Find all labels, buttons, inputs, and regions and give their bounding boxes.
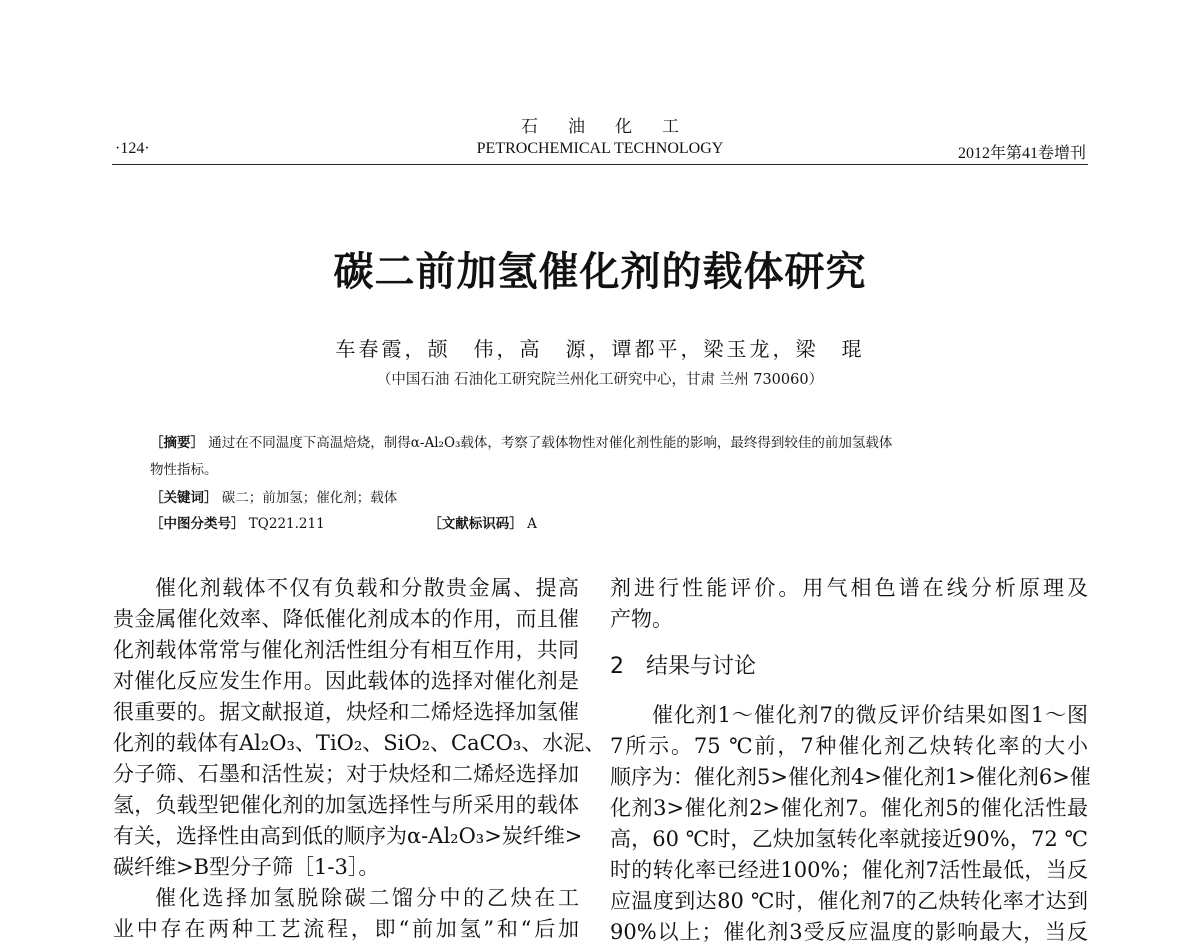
abstract-line xyxy=(150,458,218,478)
body-line: 7所示。75 ℃前，7种催化剂乙炔转化率的大小 xyxy=(610,734,1088,758)
page-number: ·124· xyxy=(115,140,150,157)
body-line: 贵金属催化效率、降低催化剂成本的作用，而且催 xyxy=(113,607,579,631)
clc-label: ［中图分类号］ xyxy=(150,516,245,532)
left-column xyxy=(113,573,606,945)
author-list: 车春霞，颉 伟，高 源，谭都平，梁玉龙，梁 琨 xyxy=(335,337,865,361)
body-line: 高，60 ℃时，乙炔加氢转化率就接近90%，72 ℃ xyxy=(610,827,1088,851)
abstract-label: ［摘要］ xyxy=(150,435,204,451)
body-line: 应温度到达80 ℃时，催化剂7的乙炔转化率才达到 xyxy=(610,889,1088,913)
body-line: 业中存在两种工艺流程，即“前加氢”和“后加 xyxy=(113,917,579,941)
body-line: 催化剂载体不仅有负载和分散贵金属、提高 xyxy=(155,576,579,600)
body-line: 时的转化率已经进100%；催化剂7活性最低，当反 xyxy=(610,858,1088,882)
body-line: 氢，负载型钯催化剂的加氢选择性与所采用的载体 xyxy=(113,793,579,817)
body-line: 催化剂1～催化剂7的微反评价结果如图1～图 xyxy=(652,703,1088,727)
right-column xyxy=(610,573,1091,948)
body-line: 催化选择加氢脱除碳二馏分中的乙炔在工 xyxy=(155,886,579,910)
keywords-label: ［关键词］ xyxy=(150,490,218,506)
abstract-text: 通过在不同温度下高温焙烧，制得α-Al₂O₃载体，考察了载体物性对催化剂性能的影响，最终得到较佳的前加氢载体 xyxy=(208,435,893,451)
affiliation: （中国石油 石油化工研究院兰州化工研究中心，甘肃 兰州 730060） xyxy=(376,372,824,388)
header-rule xyxy=(112,164,1088,165)
section-heading: 2 结果与讨论 xyxy=(610,654,756,679)
body-line: 化剂载体常常与催化剂活性组分有相互作用，共同 xyxy=(113,638,579,662)
doc-code: A xyxy=(527,516,537,532)
journal-name-english: PETROCHEMICAL TECHNOLOGY xyxy=(476,140,724,157)
body-line: 化剂3>催化剂2>催化剂7。催化剂5的催化活性最 xyxy=(610,796,1088,820)
body-line: 有关，选择性由高到低的顺序为α-Al₂O₃>炭纤维> xyxy=(113,824,583,848)
body-line: 碳纤维>B型分子筛［1-3］。 xyxy=(113,855,380,879)
journal-name-chinese: 石油化工 xyxy=(521,117,709,137)
body-line: 产物。 xyxy=(610,607,673,631)
abstract-line xyxy=(150,431,892,451)
body-line: 很重要的。据文献报道，炔烃和二烯烃选择加氢催 xyxy=(113,700,579,724)
body-line: 对催化反应发生作用。因此载体的选择对催化剂是 xyxy=(113,669,579,693)
body-line: 顺序为：催化剂5>催化剂4>催化剂1>催化剂6>催 xyxy=(610,765,1091,789)
body-line: 90%以上；催化剂3受反应温度的影响最大，当反 xyxy=(610,920,1088,944)
body-line: 化剂的载体有Al₂O₃、TiO₂、SiO₂、CaCO₃、水泥、 xyxy=(113,731,606,755)
doc-code-label: ［文献标识码］ xyxy=(428,516,523,532)
keywords: 碳二；前加氢；催化剂；载体 xyxy=(221,490,398,506)
issue-info: 2012年第41卷增刊 xyxy=(957,145,1086,162)
keywords-line xyxy=(150,486,397,506)
article-title: 碳二前加氢催化剂的载体研究 xyxy=(333,249,867,295)
abstract-text: 物性指标。 xyxy=(150,462,218,478)
body-line: 分子筛、石墨和活性炭；对于炔烃和二烯烃选择加 xyxy=(113,762,579,786)
clc-number: TQ221.211 xyxy=(248,516,325,532)
body-line: 剂进行性能评价。用气相色谱在线分析原理及 xyxy=(610,576,1088,600)
classification-line xyxy=(150,512,537,532)
